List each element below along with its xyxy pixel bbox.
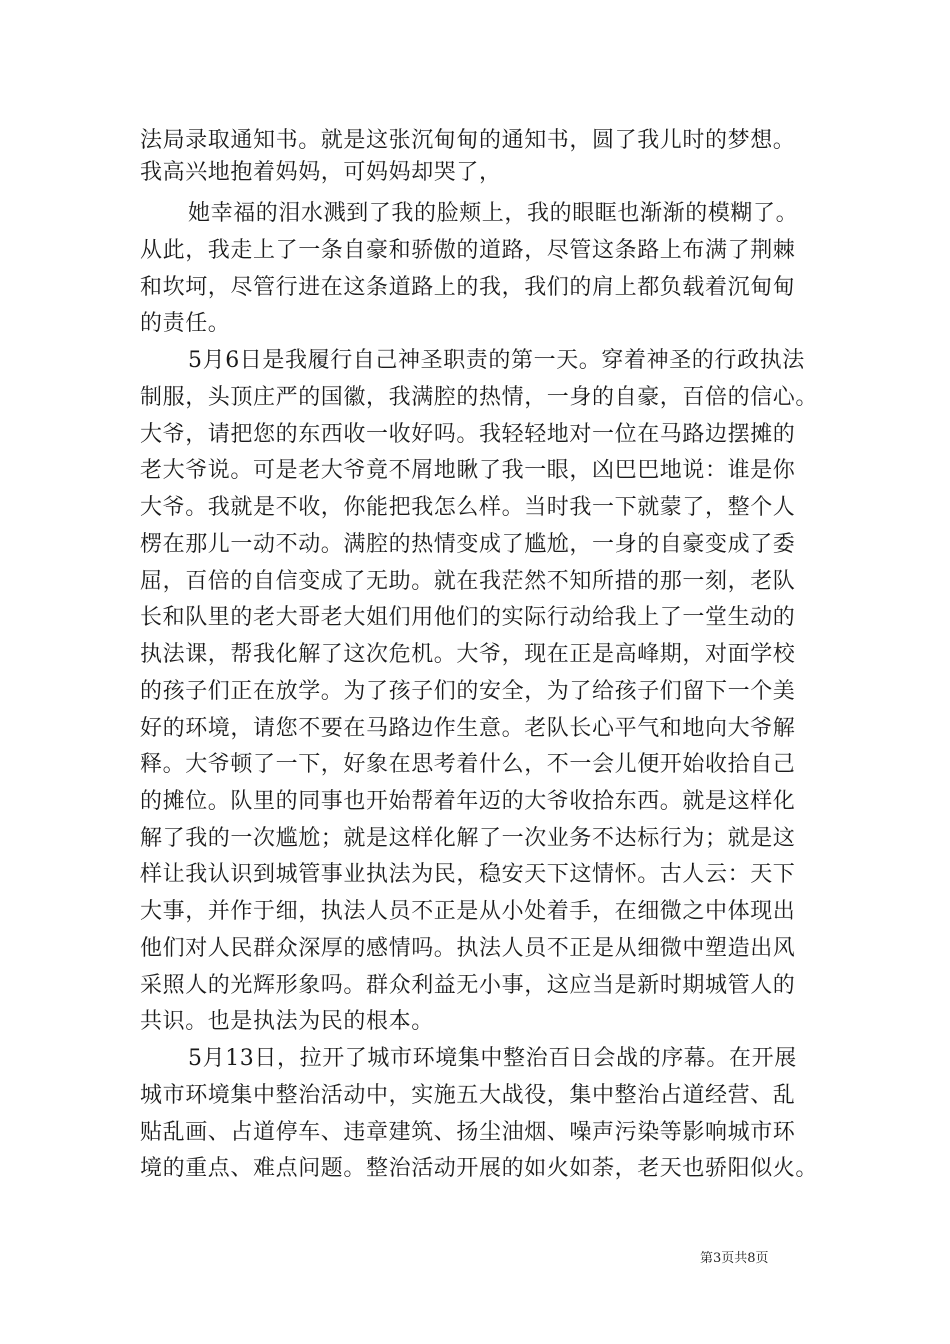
paragraph-first-line: 她幸福的泪水溅到了我的脸颊上，我的眼眶也渐渐的模糊了。 [188,201,799,226]
text-line: 解了我的一次尴尬；就是这样化解了一次业务不达标行为；就是这 [140,826,796,851]
text-line: 采照人的光辉形象吗。群众利益无小事，这应当是新时期城管人的 [140,973,796,998]
text-line: 贴乱画、占道停车、违章建筑、扬尘油烟、噪声污染等影响城市环 [140,1120,796,1145]
text-line: 样让我认识到城管事业执法为民，稳安天下这情怀。古人云：天下 [140,862,796,887]
text-line: 老大爷说。可是老大爷竟不屑地瞅了我一眼，凶巴巴地说：谁是你 [140,458,796,483]
text-line: 长和队里的老大哥老大姐们用他们的实际行动给我上了一堂生动的 [140,605,796,630]
text-line: 他们对人民群众深厚的感情吗。执法人员不正是从细微中塑造出风 [140,936,796,961]
text-line: 的责任。 [140,311,231,336]
text-line: 的孩子们正在放学。为了孩子们的安全，为了给孩子们留下一个美 [140,679,796,704]
text-line: 的摊位。队里的同事也开始帮着年迈的大爷收拾东西。就是这样化 [140,789,796,814]
text-line: 法局录取通知书。就是这张沉甸甸的通知书，圆了我儿时的梦想。 [140,128,796,153]
text-line: 楞在那儿一动不动。满腔的热情变成了尴尬，一身的自豪变成了委 [140,532,796,557]
text-line: 好的环境，请您不要在马路边作生意。老队长心平气和地向大爷解 [140,716,796,741]
text-line: 和坎坷，尽管行进在这条道路上的我，我们的肩上都负载着沉甸甸 [140,275,796,300]
paragraph-first-line: 5月6日是我履行自己神圣职责的第一天。穿着神圣的行政执法 [188,348,805,373]
text-line: 大事，并作于细，执法人员不正是从小处着手，在细微之中体现出 [140,899,796,924]
text-line: 城市环境集中整治活动中，实施五大战役，集中整治占道经营、乱 [140,1083,796,1108]
text-line: 屈，百倍的自信变成了无助。就在我茫然不知所措的那一刻，老队 [140,569,796,594]
paragraph-first-line: 5月13日，拉开了城市环境集中整治百日会战的序幕。在开展 [188,1046,797,1071]
text-line: 大爷，请把您的东西收一收好吗。我轻轻地对一位在马路边摆摊的 [140,422,796,447]
text-line: 执法课，帮我化解了这次危机。大爷，现在正是高峰期，对面学校 [140,642,796,667]
text-line: 释。大爷顿了一下，好象在思考着什么，不一会儿便开始收拾自己 [140,752,796,777]
page-number: 第3页共8页 [700,1251,769,1266]
text-line: 大爷。我就是不收，你能把我怎么样。当时我一下就蒙了，整个人 [140,495,796,520]
text-line: 我高兴地抱着妈妈，可妈妈却哭了， [140,160,502,185]
text-line: 从此，我走上了一条自豪和骄傲的道路，尽管这条路上布满了荆棘 [140,238,796,263]
text-line: 境的重点、难点问题。整治活动开展的如火如荼，老天也骄阳似火。 [140,1156,819,1181]
text-line: 制服，头顶庄严的国徽，我满腔的热情，一身的自豪，百倍的信心。 [140,385,819,410]
text-line: 共识。也是执法为民的根本。 [140,1009,434,1034]
